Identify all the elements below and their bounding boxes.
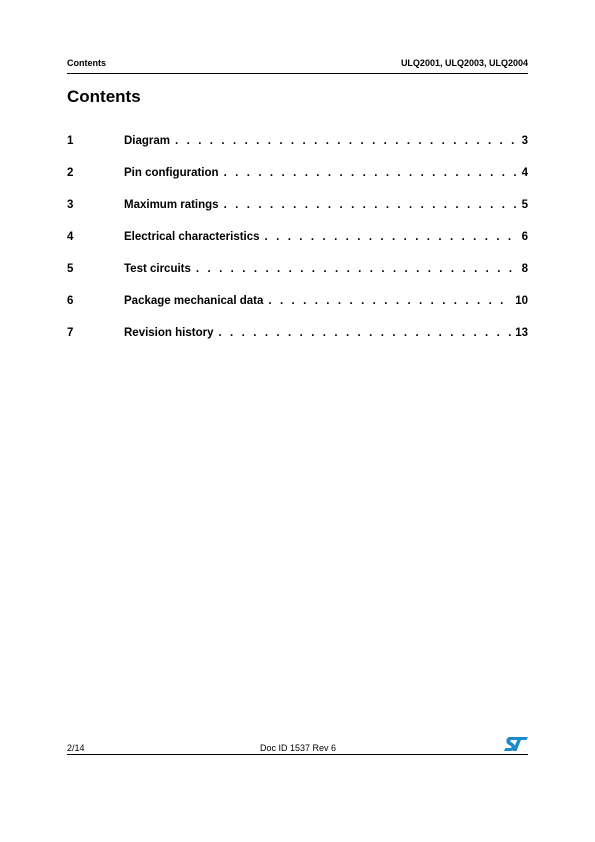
table-of-contents xyxy=(67,132,528,356)
toc-entry-number: 2 xyxy=(67,167,74,179)
toc-entry-revision-history[interactable] xyxy=(67,324,528,356)
toc-dot-leader xyxy=(218,324,512,342)
toc-entry-title[interactable]: Diagram xyxy=(124,135,171,147)
toc-entry-number: 5 xyxy=(67,263,74,275)
footer-doc-id: Doc ID 1537 Rev 6 xyxy=(260,743,337,753)
footer-page-number: 2/14 xyxy=(67,743,85,753)
toc-dot-leader xyxy=(175,132,519,150)
toc-entry-title[interactable]: Test circuits xyxy=(124,263,191,275)
toc-dot-leader xyxy=(224,164,519,182)
toc-entry-title[interactable]: Pin configuration xyxy=(124,167,219,179)
header-divider xyxy=(67,73,528,74)
toc-entry-number: 4 xyxy=(67,231,74,243)
toc-entry-page[interactable]: 5 xyxy=(521,199,528,211)
toc-entry-page[interactable]: 4 xyxy=(521,167,528,179)
toc-entry-number: 3 xyxy=(67,199,74,211)
toc-entry-title[interactable]: Package mechanical data xyxy=(124,295,264,307)
toc-entry-number: 7 xyxy=(67,327,74,339)
header-section-title: Contents xyxy=(67,58,106,68)
page-title: Contents xyxy=(67,87,141,106)
toc-entry-pin-configuration[interactable] xyxy=(67,164,528,196)
toc-entry-title[interactable]: Revision history xyxy=(124,327,214,339)
toc-entry-page[interactable]: 8 xyxy=(521,263,528,275)
toc-entry-page[interactable]: 13 xyxy=(515,327,528,339)
toc-entry-test-circuits[interactable] xyxy=(67,260,528,292)
toc-entry-electrical-characteristics[interactable] xyxy=(67,228,528,260)
toc-entry-diagram[interactable] xyxy=(67,132,528,164)
toc-entry-maximum-ratings[interactable] xyxy=(67,196,528,228)
toc-entry-title[interactable]: Electrical characteristics xyxy=(124,231,260,243)
toc-entry-package-mechanical-data[interactable] xyxy=(67,292,528,324)
toc-entry-number: 6 xyxy=(67,295,74,307)
toc-entry-page[interactable]: 3 xyxy=(521,135,528,147)
toc-entry-page[interactable]: 10 xyxy=(515,295,528,307)
toc-entry-number: 1 xyxy=(67,135,74,147)
header-document-title: ULQ2001, ULQ2003, ULQ2004 xyxy=(400,58,528,68)
toc-dot-leader xyxy=(268,292,512,310)
toc-entry-title[interactable]: Maximum ratings xyxy=(124,199,219,211)
st-logo-icon xyxy=(504,737,528,751)
toc-dot-leader xyxy=(265,228,519,246)
footer-divider xyxy=(67,754,528,755)
toc-dot-leader xyxy=(224,196,519,214)
toc-dot-leader xyxy=(196,260,519,278)
toc-entry-page[interactable]: 6 xyxy=(521,231,528,243)
st-logo-shape xyxy=(504,737,528,751)
